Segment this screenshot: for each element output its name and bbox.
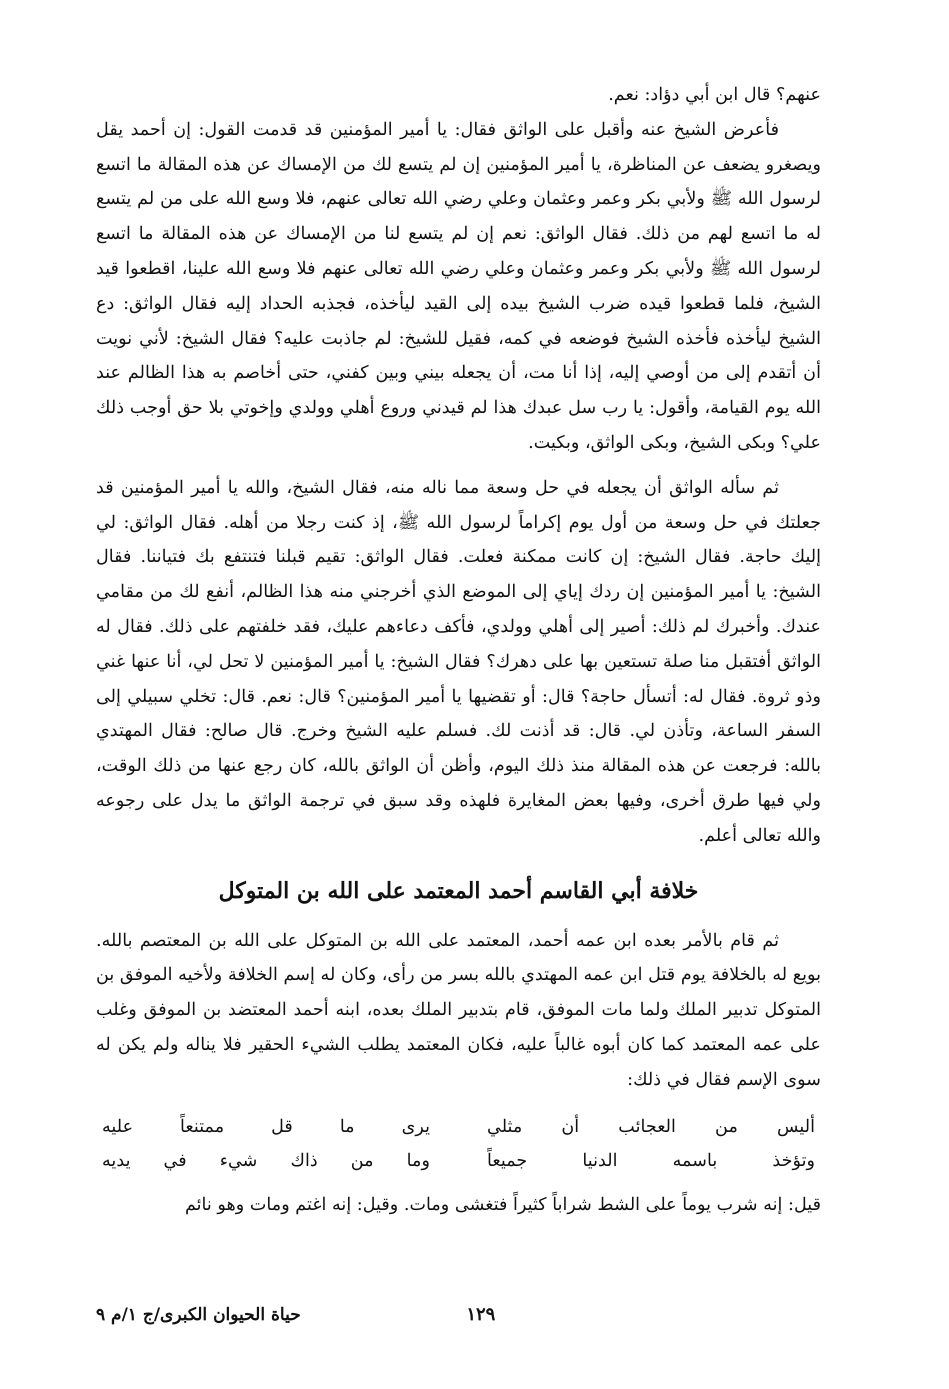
page-number: ١٢٩: [466, 1304, 496, 1325]
poem-verse: [96, 1144, 821, 1178]
poem-verse: [96, 1110, 821, 1144]
poem-hemistich-first: وتؤخذ باسمه الدنيا جميعاً: [487, 1150, 815, 1171]
caliphate-section: [96, 924, 821, 1098]
paragraph-wathiq-request: ثم سأله الواثق أن يجعله في حل وسعة مما ناله منه، فقال الشيخ، والله يا أمير المؤمنين قد جعلتك في حل وسعة من أول يوم إكراماً لرسول الله ﷺ، إذ كنت رجلا من أهله. فقال الواثق: لي إليك حاجة. فقال الشيخ: إن كانت ممكنة فعلت. فقال الواثق: تقيم قبلنا فتنتفع بك فتياننا. فقال الشيخ: يا أمير المؤمنين إن ردك إياي إلى الموضع الذي أخرجني منه هذا الظالم، أنفع لك من مقامي عندك. وأخبرك لم ذلك: أصير إلى أهلي وولدي، فأكف دعاءهم عليك، فقد خلفتهم على ذلك. فقال له الواثق أفتقبل منا صلة تستعين بها على دهرك؟ فقال الشيخ: يا أمير المؤمنين لا تحل لي، أنا عنها غني وذو ثروة. فقال له: أتسأل حاجة؟ قال: أو تقضيها يا أمير المؤمنين؟ قال: نعم. قال: تخلي سبيلي إلى السفر الساعة، وتأذن لي. قال: قد أذنت لك. فسلم عليه الشيخ وخرج. قال صالح: فقال المهتدي بالله: فرجعت عن هذه المقالة منذ ذلك اليوم، وأظن أن الواثق بالله، كان رجع عنها من ذلك الوقت، ولي فيها طرق أخرى، وفيها بعض المغايرة فلهذه وقد سبق في ترجمة الواثق ما يدل على رجوعه والله تعالى أعلم.: [96, 477, 821, 846]
closing-section: [96, 1188, 821, 1223]
poem-hemistich-second: يرى ما قل ممتنعاً عليه: [102, 1116, 430, 1137]
poem-hemistich-second: وما من ذاك شيء في يديه: [102, 1150, 430, 1171]
paragraph-sheikh-speech: فأعرض الشيخ عنه وأقبل على الواثق فقال: يا أمير المؤمنين قد قدمت القول: إن أحمد يقل ويصغرو يضعف عن المناظرة، يا أمير المؤمنين إن لم يتسع لك من الإمساك عن هذه المقالة ما اتسع لرسول الله ﷺ ولأبي بكر وعمر وعثمان وعلي رضي الله تعالى عنهم، فلا وسع الله على من لم يتسع له ما اتسع لهم من ذلك. فقال الواثق: نعم إن لم يتسع لنا من الإمساك عن هذه المقالة ما اتسع لرسول الله ﷺ ولأبي بكر وعمر وعثمان وعلي رضي الله تعالى عنهم فلا وسع الله علينا، اقطعوا قيد الشيخ، فلما قطعوا قيده ضرب الشيخ بيده إلى القيد ليأخذه، فجذبه الحداد إليه فقال الواثق: دع الشيخ ليأخذه فأخذه الشيخ فوضعه في كمه، فقيل للشيخ: لم جاذبت عليه؟ فقال الشيخ: لأني نويت أن أتقدم إلى من أوصي إليه، إذا أنا مت، أن يجعله بيني وبين كفني، حتى أخاصم به هذا الظالم عند الله يوم القيامة، وأقول: يا رب سل عبدك هذا لم قيدني وروع أهلي وولدي وإخوتي بلا حق أوجب ذلك علي؟ وبكى الشيخ، وبكى الواثق، وبكيت.: [96, 119, 821, 453]
second-section: [96, 471, 821, 854]
page-footer: [96, 1304, 821, 1325]
poem-hemistich-first: أليس من العجائب أن مثلي: [487, 1116, 815, 1137]
book-reference: حياة الحيوان الكبرى/ج ١/م ٩: [96, 1304, 301, 1325]
section-heading: خلافة أبي القاسم أحمد المعتمد على الله بن المتوكل: [218, 877, 699, 904]
paragraph-closing: قيل: إنه شرب يوماً على الشط شراباً كثيراً فتغشى ومات. وقيل: إنه اغتم ومات وهو نائم: [184, 1194, 821, 1215]
paragraph-mutamid: ثم قام بالأمر بعده ابن عمه أحمد، المعتمد على الله بن المتوكل على الله بن المعتصم بالله. بويع له بالخلافة يوم قتل ابن عمه المهتدي بالله بسر من رأى، وكان له إسم الخلافة ولأخيه الموفق بن المتوكل تدبير الملك ولما مات الموفق، قام بتدبير الملك بعده، ابنه أحمد المعتضد بن الموفق وغلب على عمه المعتمد كما كان أبوه غالباً عليه، فكان المعتمد يطلب الشيء الحقير فلا يناله ولم يكن له سوى الإسم فقال في ذلك:: [96, 930, 821, 1090]
opening-section: [96, 78, 821, 461]
paragraph-opening-line: عنهم؟ قال ابن أبي دؤاد: نعم.: [608, 85, 821, 105]
poem: [96, 1110, 821, 1178]
